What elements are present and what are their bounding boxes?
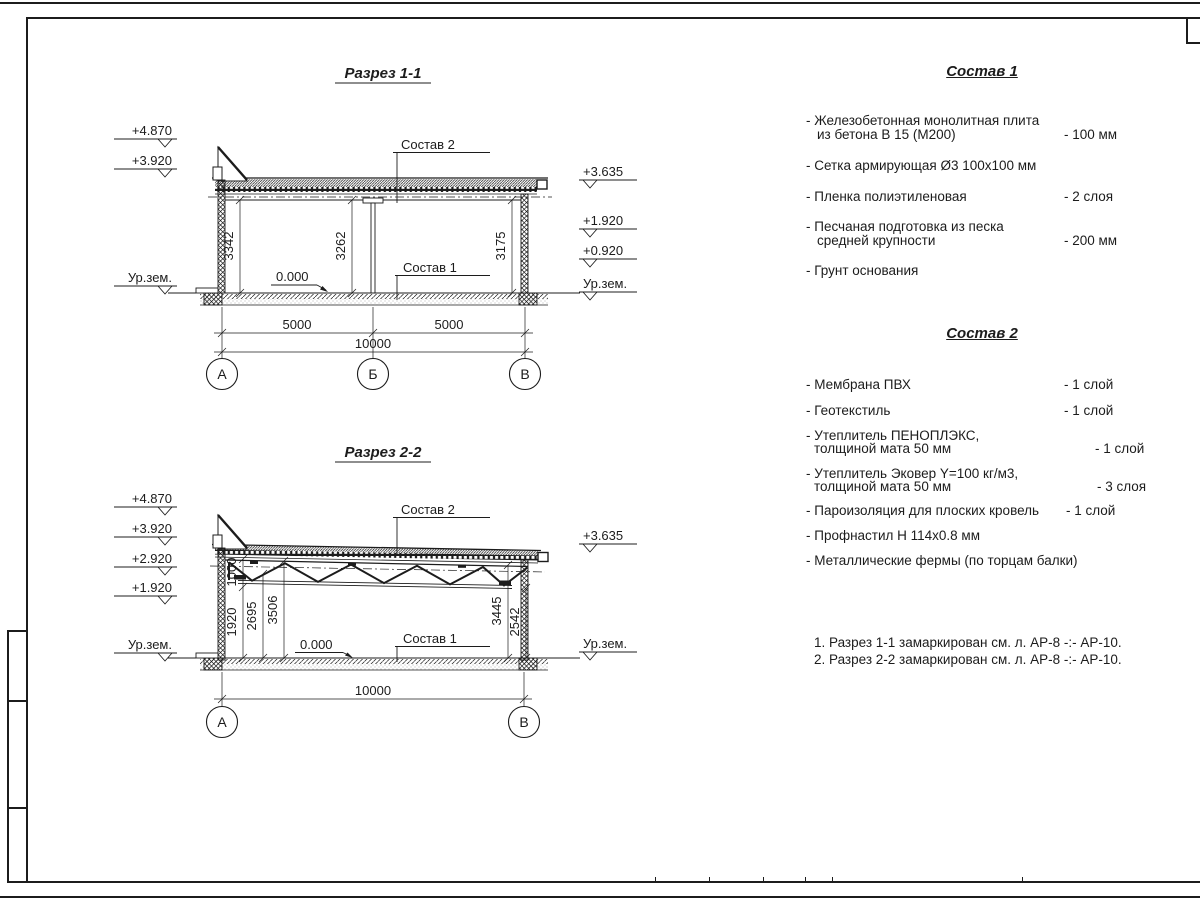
span-dim-label: 5000 <box>282 317 312 332</box>
material-value: - 200 мм <box>1064 233 1118 248</box>
frame-top-line <box>26 17 1200 19</box>
total-dim-label: 10000 <box>354 683 392 698</box>
elevation-label: +1.920 <box>131 580 172 595</box>
elevation-marks-left <box>114 491 177 661</box>
material-item: - Геотекстиль <box>806 403 891 418</box>
section-1-1-drawing <box>100 55 660 400</box>
section-1-1-title <box>335 65 431 83</box>
material-value: - 2 слоя <box>1064 189 1114 204</box>
material-item: - Профнастил Н 114x0.8 мм <box>806 528 980 543</box>
zero-level-mark <box>295 637 353 658</box>
height-dim-label: 1000 <box>224 557 239 587</box>
column-capital <box>363 198 383 203</box>
span-dimensions <box>214 672 532 707</box>
elevation-marks-right <box>579 164 637 300</box>
material-item: - Пленка полиэтиленовая <box>806 189 967 204</box>
height-dim-label: 3506 <box>265 595 280 625</box>
right-wall <box>521 560 528 660</box>
parapet <box>213 515 247 549</box>
material-item: - Мембрана ПВХ <box>806 377 911 392</box>
material-value: - 1 слой <box>1066 503 1116 518</box>
section-2-2-title-text: Разрез 2-2 <box>344 444 422 461</box>
material-value: - 100 мм <box>1064 127 1118 142</box>
side-stamp-outer-line <box>7 630 9 881</box>
material-item: - Грунт основания <box>806 263 919 278</box>
titleblock-tick <box>655 877 656 881</box>
frame-left-line <box>26 17 28 883</box>
material-item: - Утеплитель Эковер Y=100 кг/м3, <box>806 466 1019 481</box>
height-dim-label: 2542 <box>507 607 522 637</box>
height-dim-label: 2695 <box>244 601 259 631</box>
elevation-label: +4.870 <box>131 491 172 506</box>
side-stamp-divider <box>7 807 27 809</box>
span-dimensions <box>214 307 533 359</box>
sheet-outer-top-line <box>0 2 1200 4</box>
elevation-marks-right <box>579 528 637 660</box>
elevation-label: +2.920 <box>131 551 172 566</box>
side-stamp-divider <box>7 700 27 702</box>
height-dim-label: 3175 <box>493 231 508 261</box>
ground-level-label: Ур.зем. <box>583 636 628 651</box>
height-dim-label: 1920 <box>224 607 239 637</box>
right-wall <box>521 194 528 293</box>
zero-level-label: 0.000 <box>300 637 333 652</box>
material-item: - Утеплитель ПЕНОПЛЭКС, <box>806 428 980 443</box>
material-value: - 1 слой <box>1095 441 1145 456</box>
elevation-label: +3.635 <box>583 528 624 543</box>
zero-level-mark <box>271 269 328 292</box>
sostav2-title: Состав 2 <box>946 325 1018 342</box>
height-dim-label: 3342 <box>221 231 236 261</box>
height-dim-label: 3262 <box>333 231 348 261</box>
corner-cell-bottom-line <box>1186 42 1200 44</box>
section-1-1-title-text: Разрез 1-1 <box>344 65 422 82</box>
elevation-label: +3.920 <box>131 521 172 536</box>
material-item-line2: толщиной мата 50 мм <box>814 479 952 494</box>
composition-labels <box>393 137 490 300</box>
material-item: - Пароизоляция для плоских кровель <box>806 503 1040 518</box>
side-stamp-divider <box>7 630 27 632</box>
material-item: - Металлические фермы (по торцам балки) <box>806 553 1078 568</box>
elevation-label: +3.635 <box>583 164 624 179</box>
material-value: - 1 слой <box>1064 377 1114 392</box>
axis-letter: В <box>520 366 530 382</box>
roof-truss <box>224 557 528 589</box>
sostav1-title: Состав 1 <box>946 63 1018 80</box>
elevation-label: +1.920 <box>583 213 624 228</box>
titleblock-tick <box>763 877 764 881</box>
axis-letter: Б <box>368 366 378 382</box>
material-item: - Песчаная подготовка из песка <box>806 219 1004 234</box>
frame-bottom-line <box>7 881 1200 883</box>
material-item-line2: из бетона В 15 (М200) <box>817 127 956 142</box>
axis-letter: А <box>217 366 227 382</box>
corner-cell-left-line <box>1186 18 1188 43</box>
titleblock-tick <box>709 877 710 881</box>
note-line: 1. Разрез 1-1 замаркирован см. л. АР-8 -:- АР-10. <box>814 635 1122 650</box>
elevation-marks-left <box>114 123 177 294</box>
section-2-2-title <box>335 444 431 462</box>
roof-composition-label: Состав 2 <box>401 137 455 152</box>
section-2-2-drawing <box>100 440 660 750</box>
elevation-label: +0.920 <box>583 243 624 258</box>
floor-composition-label: Состав 1 <box>403 260 457 275</box>
floor-composition-label: Состав 1 <box>403 631 457 646</box>
material-item: - Сетка армирующая Ø3 100x100 мм <box>806 158 1037 173</box>
titleblock-tick <box>1022 877 1023 881</box>
height-dim-label: 3445 <box>489 596 504 626</box>
roof-slab <box>210 545 548 573</box>
zero-level-label: 0.000 <box>276 269 309 284</box>
floor-slab <box>168 653 580 670</box>
material-value: - 1 слой <box>1064 403 1114 418</box>
total-dim-label: 10000 <box>354 336 392 351</box>
parapet <box>213 147 247 181</box>
material-item-line2: средней крупности <box>817 233 936 248</box>
material-value: - 3 слоя <box>1097 479 1147 494</box>
material-item-line2: толщиной мата 50 мм <box>814 441 952 456</box>
material-item: - Железобетонная монолитная плита <box>806 113 1040 128</box>
middle-column <box>371 203 375 293</box>
elevation-label: +3.920 <box>131 153 172 168</box>
axis-bubbles <box>207 359 541 390</box>
axis-letter: В <box>519 714 529 730</box>
titleblock-tick <box>805 877 806 881</box>
ground-level-label: Ур.зем. <box>583 276 628 291</box>
axis-bubbles <box>207 707 540 738</box>
span-dim-label: 5000 <box>434 317 464 332</box>
axis-letter: А <box>217 714 227 730</box>
note-line: 2. Разрез 2-2 замаркирован см. л. АР-8 -:- АР-10. <box>814 652 1122 667</box>
roof-composition-label: Состав 2 <box>401 502 455 517</box>
composition-labels <box>393 502 490 662</box>
titleblock-tick <box>832 877 833 881</box>
elevation-label: +4.870 <box>131 123 172 138</box>
ground-level-label: Ур.зем. <box>127 270 172 285</box>
height-dimensions <box>221 196 516 297</box>
sheet-outer-bottom-line <box>0 896 1200 898</box>
roof-slab <box>208 178 552 200</box>
ground-level-label: Ур.зем. <box>127 637 172 652</box>
